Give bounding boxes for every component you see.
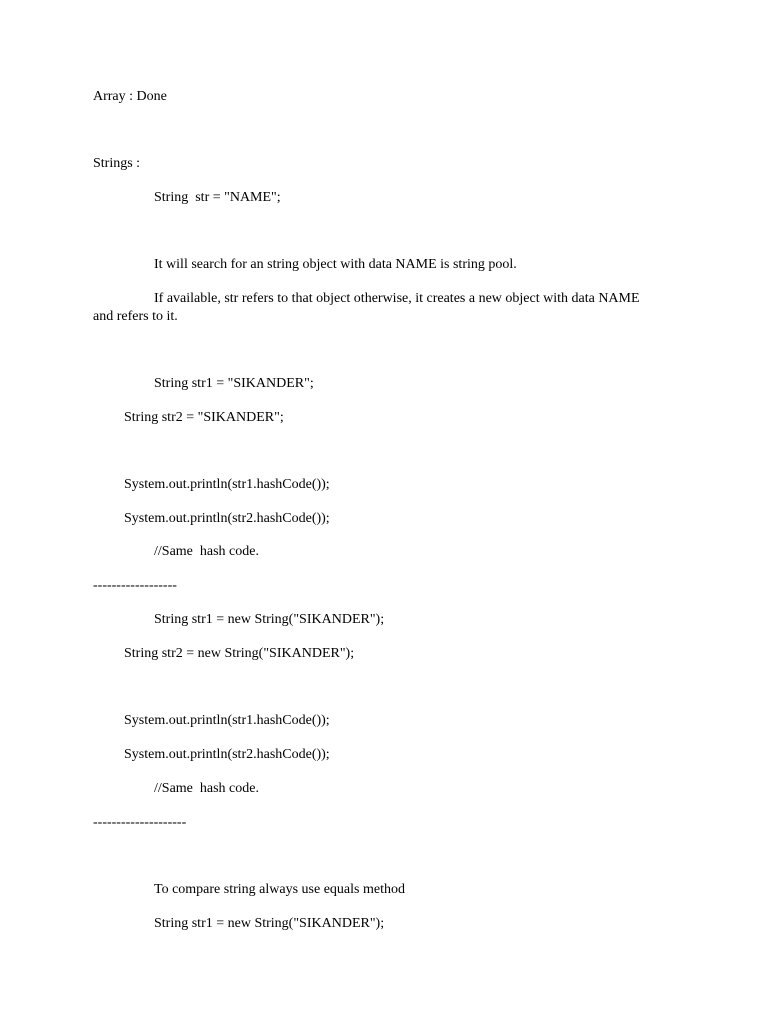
array-done-line: Array : Done <box>93 89 167 104</box>
code-line-print-str2: System.out.println(str2.hashCode()); <box>124 747 330 762</box>
code-line-str2-new: String str2 = new String("SIKANDER"); <box>124 646 355 661</box>
text-line-compare-equals: To compare string always use equals method <box>154 882 405 897</box>
text-line-search-pool: It will search for an string object with data NAME is string pool. <box>154 257 517 272</box>
code-line-str1-literal: String str1 = "SIKANDER"; <box>154 376 314 391</box>
code-comment-same-hash: //Same hash code. <box>154 544 259 559</box>
code-line-str-name: String str = "NAME"; <box>154 190 281 205</box>
code-line-print-str2: System.out.println(str2.hashCode()); <box>124 511 330 526</box>
code-line-str1-new: String str1 = new String("SIKANDER"); <box>154 916 385 931</box>
code-line-str1-new: String str1 = new String("SIKANDER"); <box>154 612 385 627</box>
text-paragraph-if-available: If available, str refers to that object otherwise, it creates a new object with data NAME and refers to it. <box>93 291 640 324</box>
divider-line: ------------------ <box>93 578 177 593</box>
code-line-print-str1: System.out.println(str1.hashCode()); <box>124 477 330 492</box>
strings-heading: Strings : <box>93 156 141 171</box>
divider-line: -------------------- <box>93 815 187 830</box>
code-line-print-str1: System.out.println(str1.hashCode()); <box>124 713 330 728</box>
code-comment-same-hash: //Same hash code. <box>154 781 259 796</box>
code-line-str2-literal: String str2 = "SIKANDER"; <box>124 410 284 425</box>
